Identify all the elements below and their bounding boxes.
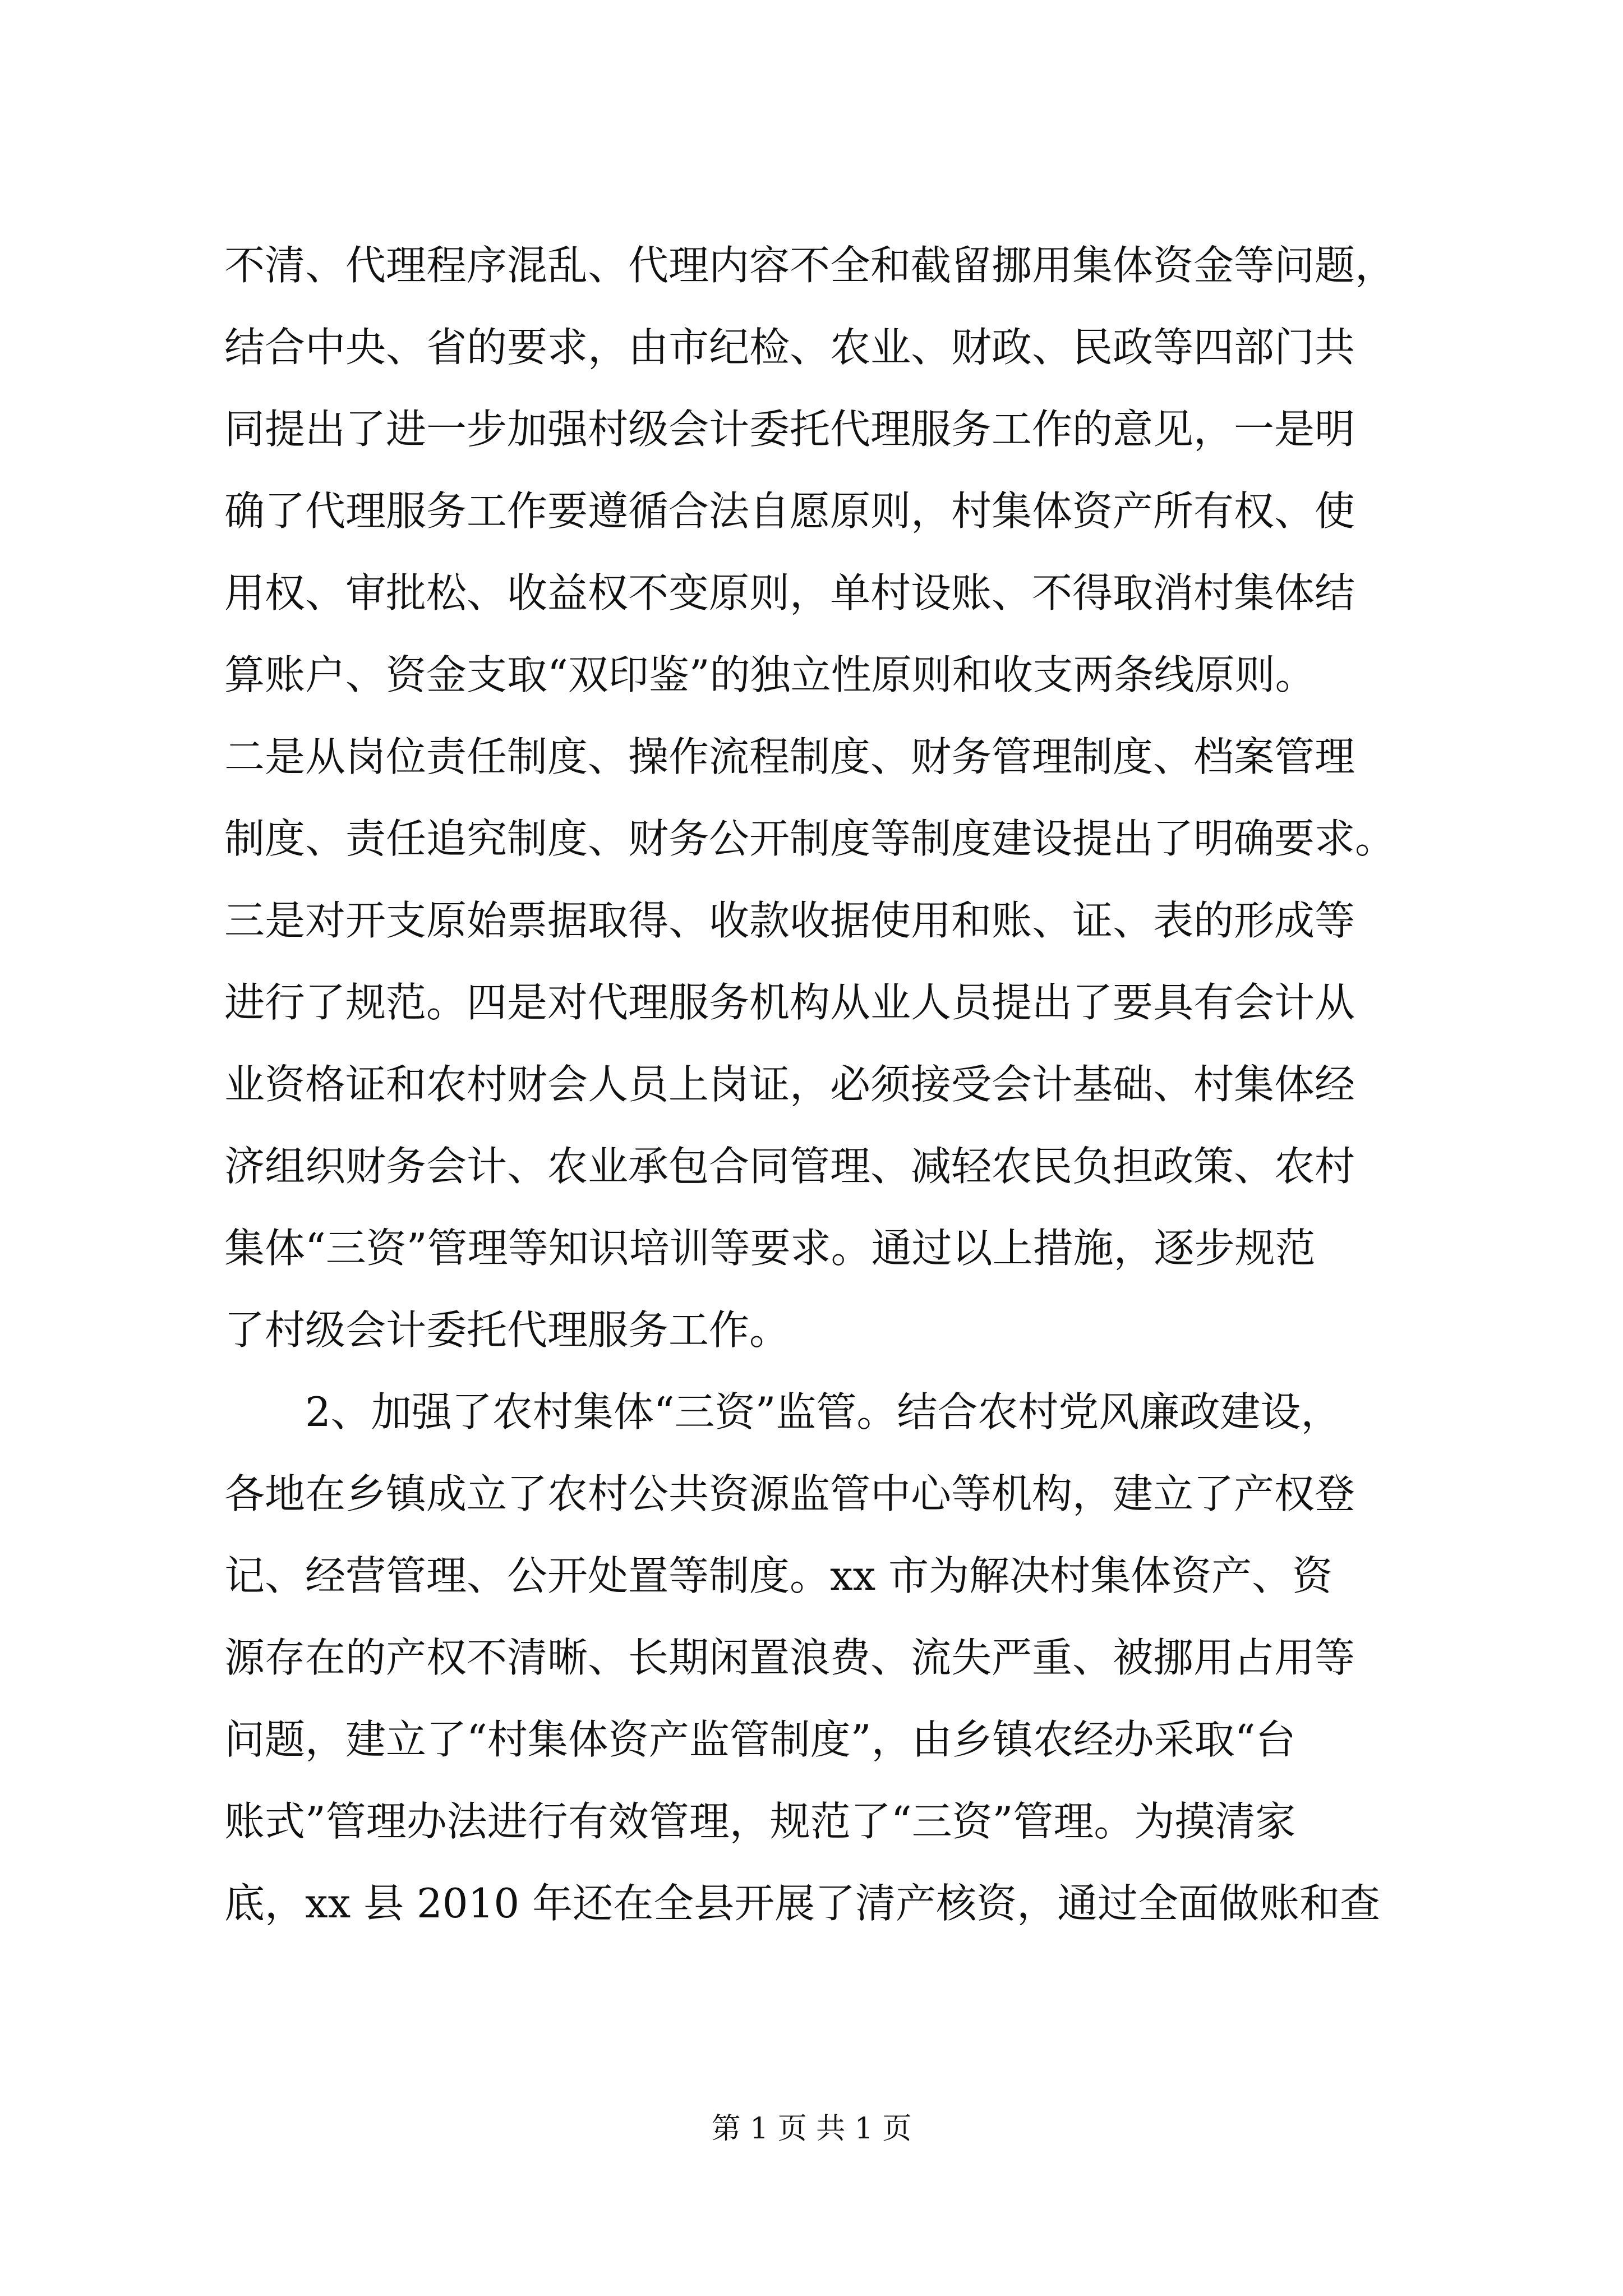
text-line: 结合中央、省的要求，由市纪检、农业、财政、民政等四部门共: [224, 324, 1355, 371]
page-footer: [0, 2106, 1623, 2151]
text-line: 业资格证和农村财会人员上岗证，必须接受会计基础、村集体经: [224, 1061, 1355, 1108]
text-line: 济组织财务会计、农业承包合同管理、减轻农民负担政策、农村: [224, 1143, 1355, 1190]
text-line: 了村级会计委托代理服务工作。: [224, 1306, 790, 1354]
text-line: 进行了规范。四是对代理服务机构从业人员提出了要具有会计从: [224, 979, 1355, 1026]
text-line: 2、加强了农村集体“三资”监管。结合农村党风廉政建设，: [224, 1388, 1341, 1435]
text-line: 同提出了进一步加强村级会计委托代理服务工作的意见，一是明: [224, 406, 1355, 453]
text-line: 底，xx 县 2010 年还在全县开展了清产核资，通过全面做账和查: [224, 1880, 1381, 1927]
text-line: 确了代理服务工作要遵循合法自愿原则，村集体资产所有权、使: [224, 487, 1355, 535]
text-line: 用权、审批松、收益权不变原则，单村设账、不得取消村集体结: [224, 569, 1355, 616]
text-line: 问题，建立了“村集体资产监管制度”，由乡镇农经办采取“台: [224, 1716, 1296, 1763]
page-number-label: 第 1 页 共 1 页: [711, 2112, 912, 2146]
text-line: 记、经营管理、公开处置等制度。xx 市为解决村集体资产、资: [224, 1552, 1333, 1599]
text-line: 制度、责任追究制度、财务公开制度等制度建设提出了明确要求。: [224, 815, 1396, 862]
text-line: 源存在的产权不清晰、长期闲置浪费、流失严重、被挪用占用等: [224, 1634, 1355, 1681]
document-body: [224, 224, 1469, 1944]
text-line: 账式”管理办法进行有效管理，规范了“三资”管理。为摸清家: [224, 1798, 1296, 1845]
text-line: 各地在乡镇成立了农村公共资源监管中心等机构，建立了产权登: [224, 1470, 1355, 1517]
text-line: 二是从岗位责任制度、操作流程制度、财务管理制度、档案管理: [224, 733, 1355, 780]
text-line: 三是对开支原始票据取得、收款收据使用和账、证、表的形成等: [224, 897, 1355, 944]
text-line: 不清、代理程序混乱、代理内容不全和截留挪用集体资金等问题，: [224, 242, 1396, 289]
text-line: 集体“三资”管理等知识培训等要求。通过以上措施，逐步规范: [224, 1225, 1316, 1272]
text-line: 算账户、资金支取“双印鉴”的独立性原则和收支两条线原则。: [224, 651, 1316, 698]
